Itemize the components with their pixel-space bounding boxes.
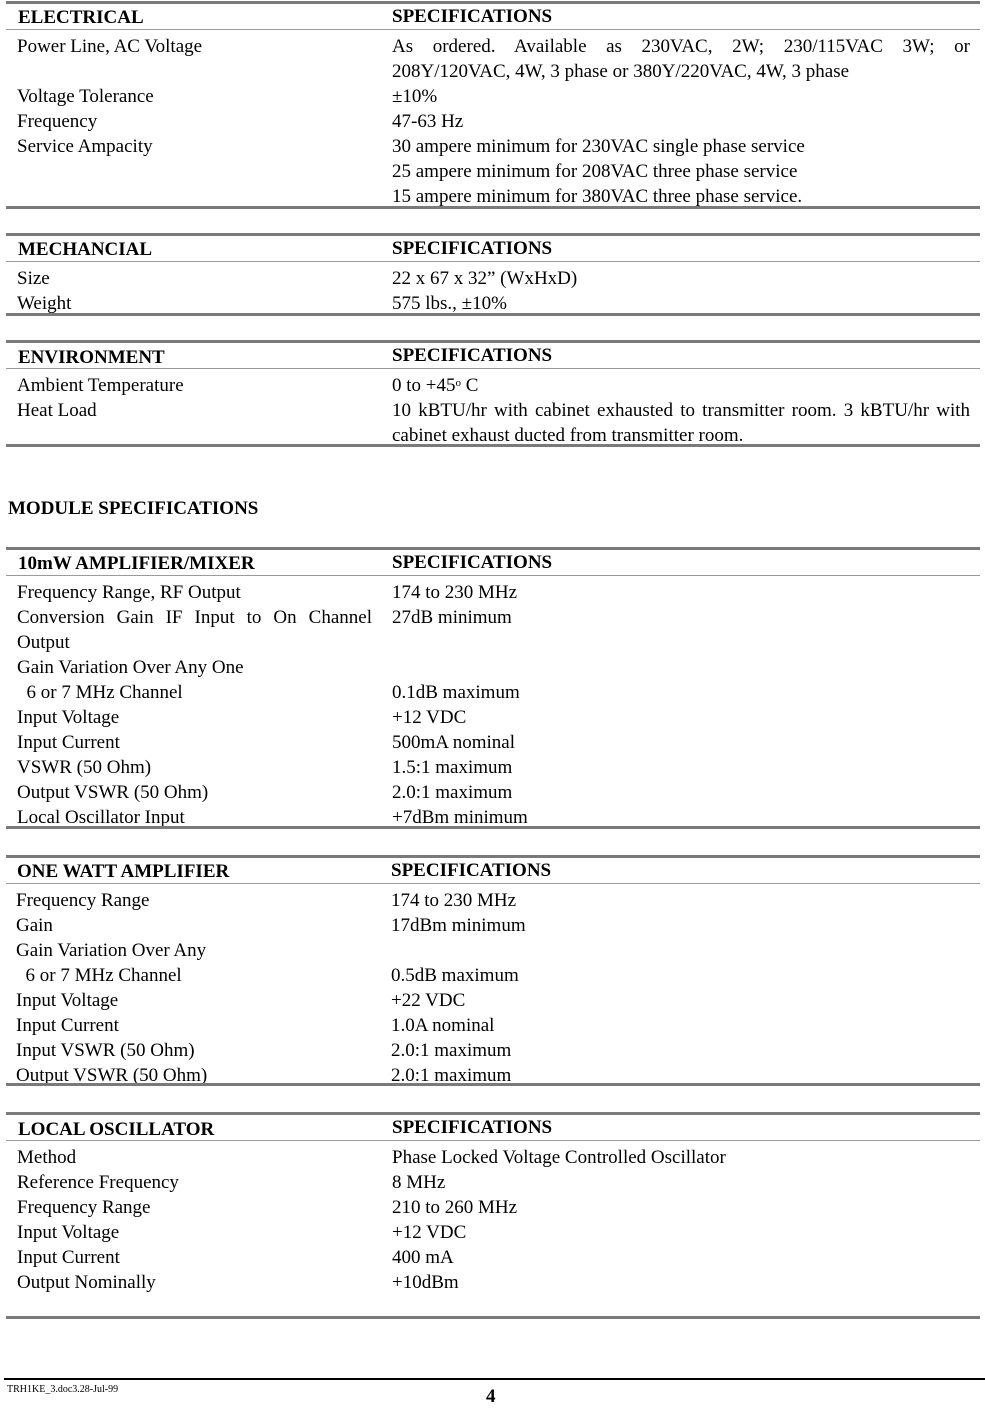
one-watt-header — [6, 858, 980, 884]
spec-label: Output VSWR (50 Ohm) — [17, 782, 209, 803]
spec-label: Reference Frequency — [17, 1172, 179, 1193]
spec-label: 6 or 7 MHz Channel — [16, 965, 182, 986]
local-oscillator-section — [6, 1112, 980, 1291]
spec-label: Input Current — [17, 1247, 120, 1268]
spec-value: 0.5dB maximum — [391, 965, 519, 986]
electrical-spec-heading: SPECIFICATIONS — [392, 6, 553, 27]
spec-label: Output Nominally — [17, 1272, 156, 1293]
spec-label: Size — [17, 268, 50, 289]
spec-row — [6, 1245, 980, 1270]
spec-value: +12 VDC — [392, 1222, 467, 1243]
spec-row — [6, 988, 980, 1013]
spec-value: Phase Locked Voltage Controlled Oscillator — [392, 1147, 726, 1168]
spec-label: Gain Variation Over Any One — [17, 657, 244, 678]
spec-value: 575 lbs., ±10% — [392, 293, 507, 314]
section-divider — [6, 826, 980, 829]
spec-label: Input Voltage — [16, 990, 119, 1011]
electrical-section — [6, 1, 980, 205]
spec-value: 174 to 230 MHz — [391, 890, 517, 911]
spec-row — [6, 655, 980, 680]
spec-value: 2.0:1 maximum — [392, 782, 513, 803]
page-number: 4 — [486, 1386, 496, 1407]
spec-label: Frequency Range, RF Output — [17, 582, 241, 603]
section-divider — [6, 206, 980, 209]
footer-rule — [4, 1378, 985, 1380]
environment-header — [6, 343, 980, 369]
module-specifications-title: MODULE SPECIFICATIONS — [8, 498, 259, 519]
spec-label: Power Line, AC Voltage — [17, 36, 203, 57]
spec-value-line: 15 ampere minimum for 380VAC three phase service. — [392, 186, 803, 207]
spec-row — [6, 963, 980, 988]
amplifier-mixer-heading: 10mW AMPLIFIER/MIXER — [18, 553, 255, 574]
spec-label: Frequency — [17, 111, 98, 132]
spec-value: 174 to 230 MHz — [392, 582, 518, 603]
spec-label: Method — [17, 1147, 77, 1168]
spec-label: Input Voltage — [17, 1222, 120, 1243]
one-watt-spec-heading: SPECIFICATIONS — [391, 860, 552, 881]
spec-row — [6, 398, 980, 448]
spec-row — [6, 1195, 980, 1220]
spec-row — [6, 34, 980, 84]
spec-label: Service Ampacity — [17, 136, 153, 157]
spec-row — [6, 680, 980, 705]
local-oscillator-spec-heading: SPECIFICATIONS — [392, 1117, 553, 1138]
spec-row — [6, 780, 980, 805]
spec-value: +10dBm — [392, 1272, 459, 1293]
spec-label: Gain — [16, 915, 53, 936]
amplifier-mixer-spec-heading: SPECIFICATIONS — [392, 552, 553, 573]
section-divider — [6, 313, 980, 316]
electrical-heading: ELECTRICAL — [18, 7, 144, 28]
spec-label: Weight — [17, 293, 72, 314]
temperature-range: 0 to +45 — [392, 375, 456, 396]
spec-label: Input Current — [16, 1015, 119, 1036]
spec-value: 2.0:1 maximum — [391, 1040, 512, 1061]
spec-row — [6, 1038, 980, 1063]
spec-label: Frequency Range — [17, 1197, 151, 1218]
spec-row — [6, 755, 980, 780]
spec-row — [6, 888, 980, 913]
spec-label: Output VSWR (50 Ohm) — [16, 1065, 208, 1086]
spec-label: Input Current — [17, 732, 120, 753]
spec-row — [6, 1145, 980, 1170]
one-watt-heading: ONE WATT AMPLIFIER — [17, 861, 230, 882]
spec-value: 210 to 260 MHz — [392, 1197, 518, 1218]
spec-row — [6, 580, 980, 605]
section-divider — [6, 444, 980, 447]
spec-label: Gain Variation Over Any — [16, 940, 207, 961]
spec-value: 1.0A nominal — [391, 1015, 495, 1036]
spec-row — [6, 605, 980, 655]
spec-row — [6, 373, 980, 398]
spec-value: +22 VDC — [391, 990, 466, 1011]
spec-row — [6, 1220, 980, 1245]
local-oscillator-heading: LOCAL OSCILLATOR — [18, 1119, 215, 1140]
footer-filename: TRH1KE_3.doc3.28-Jul-99 — [7, 1384, 119, 1395]
spec-value: 500mA nominal — [392, 732, 515, 753]
spec-row — [6, 938, 980, 963]
mechanical-header — [6, 236, 980, 262]
spec-value: 17dBm minimum — [391, 915, 526, 936]
spec-value: 1.5:1 maximum — [392, 757, 513, 778]
spec-label: Voltage Tolerance — [17, 86, 154, 107]
spec-label: Heat Load — [17, 400, 97, 421]
spec-value — [392, 134, 970, 209]
spec-row — [6, 730, 980, 755]
electrical-header — [6, 4, 980, 30]
one-watt-section — [6, 855, 980, 1084]
spec-row — [6, 84, 980, 109]
spec-value — [392, 373, 970, 398]
spec-label: Conversion Gain IF Input to On Channel Output — [17, 607, 372, 653]
spec-value: 0.1dB maximum — [392, 682, 520, 703]
spec-row — [6, 1013, 980, 1038]
spec-value: ±10% — [392, 86, 438, 107]
spec-value-line: 25 ampere minimum for 208VAC three phase service — [392, 161, 798, 182]
degree-sign: o — [455, 377, 461, 389]
spec-value-line: 30 ampere minimum for 230VAC single phase service — [392, 136, 805, 157]
spec-row — [6, 1170, 980, 1195]
spec-value: 47-63 Hz — [392, 111, 464, 132]
spec-label: Input VSWR (50 Ohm) — [16, 1040, 195, 1061]
spec-row — [6, 1270, 980, 1295]
environment-section — [6, 340, 980, 444]
spec-value: 2.0:1 maximum — [391, 1065, 512, 1086]
environment-spec-heading: SPECIFICATIONS — [392, 345, 553, 366]
temperature-unit: C — [461, 375, 479, 396]
spec-value: +12 VDC — [392, 707, 467, 728]
spec-row — [6, 109, 980, 134]
amplifier-mixer-header — [6, 550, 980, 576]
spec-row — [6, 913, 980, 938]
mechanical-section — [6, 233, 980, 312]
amplifier-mixer-section — [6, 547, 980, 826]
spec-row — [6, 134, 980, 209]
spec-value: 8 MHz — [392, 1172, 446, 1193]
environment-heading: ENVIRONMENT — [18, 347, 165, 368]
spec-value: +7dBm minimum — [392, 807, 528, 828]
section-divider — [6, 1316, 980, 1319]
mechanical-heading: MECHANCIAL — [18, 239, 153, 260]
section-divider — [6, 1083, 980, 1086]
spec-label: Input Voltage — [17, 707, 120, 728]
mechanical-spec-heading: SPECIFICATIONS — [392, 238, 553, 259]
spec-label: Frequency Range — [16, 890, 150, 911]
spec-value: As ordered. Available as 230VAC, 2W; 230/115VAC 3W; or 208Y/120VAC, 4W, 3 phase or 380Y/220VAC, 4W, 3 phase — [392, 36, 970, 82]
spec-row — [6, 266, 980, 291]
spec-label: VSWR (50 Ohm) — [17, 757, 152, 778]
spec-row — [6, 705, 980, 730]
spec-label: Local Oscillator Input — [17, 807, 185, 828]
spec-value: 27dB minimum — [392, 607, 512, 628]
spec-value: 400 mA — [392, 1247, 454, 1268]
spec-value: 10 kBTU/hr with cabinet exhausted to transmitter room. 3 kBTU/hr with cabinet exhaust ducted from transmitter room. — [392, 400, 970, 446]
spec-value: 22 x 67 x 32” (WxHxD) — [392, 268, 578, 289]
local-oscillator-header — [6, 1115, 980, 1141]
spec-label: 6 or 7 MHz Channel — [17, 682, 183, 703]
spec-label: Ambient Temperature — [17, 375, 184, 396]
